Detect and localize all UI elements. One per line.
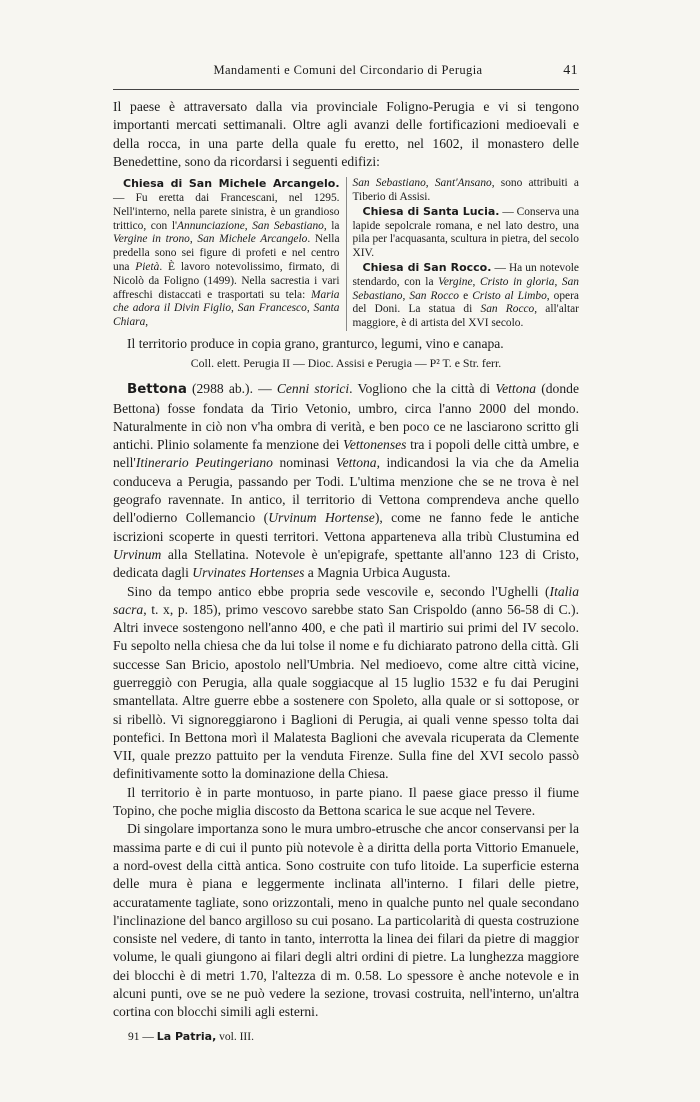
entry-santa-lucia: Chiesa di Santa Lucia. — Conserva una lapide sepolcrale romana, e nel lato destro, una pila per l'acquasanta, scultura in pietra, del secolo XIV. [352,204,579,260]
page-number: 41 [563,63,578,78]
header-rule [113,89,579,90]
heading-bettona: Bettona [127,382,187,398]
heading-san-michele: Chiesa di San Michele Arcangelo. [123,177,340,191]
work-title: La Patria, [156,1030,217,1043]
heading-santa-lucia: Chiesa di Santa Lucia. [362,204,500,218]
bettona-paragraph-2: Sino da tempo antico ebbe propria sede vescovile e, secondo l'Ughelli (Italia sacra, t. x, p. 185), primo vescovo sarebbe stato San Crispoldo (anno 56-58 di C.). Altri invece sostengono nell'anno 400, e che patì il martirio sui primi del IV secolo. Fu sepolto nella chiesa che da lui tolse il nome e fu dichiarato patrono della città. Gli successe San Bricio, apostolo nell'Umbria. Nel medioevo, come altre città vicine, guerreggiò con Perugia, alla quale soggiacque al 15 luglio 1532 e fu dai Perugini smantellata. Altre guerre ebbe a sostenere con Spoleto, alla quale or si sottopose, or si ribellò. Vi signoreggiarono i Baglioni di Perugia, ai quali venne spesso tolta dai pontefici. In Bettona morì il Malatesta Baglioni che avevala ricuperata da Clemente VII, quale prezzo pattuito per la venduta Firenze. Sulla fine del XVI secolo passò definitivamente sotto la dominazione della Chiesa. [113,583,579,782]
main-text [113,98,579,1022]
bettona-paragraph-3: Il territorio è in parte montuoso, in parte piano. Il paese giace presso il fiume Topino, che poche miglia discosto da Bettona scarica le sue acque nel Tevere. [113,784,579,819]
two-column-section [113,177,579,331]
entry-san-michele: Chiesa di San Michele Arcangelo. — Fu eretta dai Francescani, nel 1295. Nell'interno, nella parete sinistra, è un grandioso trittico, con l'Annunciazione, San Sebastiano, la Vergine in trono, San Michele Arcangelo. Nella predella sono sei figure di profeti e nel centro una Pietà. È lavoro notevolissimo, firmato, di Nicolò da Foligno (1499). Nella sacrestia i vari affreschi distaccati e trasportati su tela: Maria che adora il Divin Figlio, San Francesco, Santa Chiara, [113,177,340,329]
left-column [113,177,347,331]
collegio-line: Coll. elett. Perugia II — Dioc. Assisi e Perugia — P² T. e Str. ferr. [190,356,502,371]
running-title: Mandamenti e Comuni del Circondario di Perugia [213,63,483,77]
heading-san-rocco: Chiesa di San Rocco. [362,260,492,274]
right-column [347,177,580,331]
bettona-paragraph-4: Di singolare importanza sono le mura umbro-etrusche che ancor conservansi per la massima parte e di cui il punto più notevole è a diritta della porta Vittorio Emanuele, a nord-ovest della città antica. Sono costruite con tufo litoide. La superficie esterna delle mura è piana e leggermente inclinata all'interno. I filari delle pietre, accuratamente tagliate, sono orizzontali, meno in qualche punto nel quale secondano l'inclinazione del banco argilloso su cui posano. La particolarità di questa costruzione consiste nel vedere, di tanto in tanto, interrotta la linea dei filari da pietre di maggior volume, le quali giungono ai filari degli altri ordini di pietre. La lunghezza maggiore dei blocchi è di metri 1.70, l'altezza di m. 0.58. Lo spessore è anche notevole e in alcuni punti, ove se ne può vedere la sezione, trovasi costruita, nell'interno, un'altra cortina con blocchi simili agli esterni. [113,821,579,1020]
running-header [118,63,578,78]
footer-signature: 91 — La Patria, vol. III. [128,1030,254,1043]
bettona-paragraph-1: Bettona (2988 ab.). — Cenni storici. Vogliono che la città di Vettona (donde Bettona) fosse fondata da Tirio Vetonio, umbro, circa l'anno 2000 del mondo. Naturalmente in ciò non v'ha ombra di verità, e ben poco ce ne lasciarono scritto gli antichi. Plinio solamente fa menzione dei Vettonenses tra i popoli delle città umbre, e nell'Itinerario Peutingeriano nominasi Vettona, indicandosi la via che da Amelia conduceva a Perugia, passando per Todi. L'ultima menzione che se ne trova è nel geografo ravennate. In antico, il territorio di Vettona comprendeva anche quello dell'odierno Collemancio (Urvinum Hortense), come ne fanno fede le antiche iscrizioni scoperte in questi territori. Vettona apparteneva alla tribù Clustumina ed Urvinum alla Stellatina. Notevole è un'epigrafe, spettante all'anno 123 di Cristo, dedicata dagli Urvinates Hortenses a Magnia Urbica Augusta. [113,381,580,581]
production-line: Il territorio produce in copia grano, granturco, legumi, vino e canapa. [127,335,504,351]
entry-san-rocco: Chiesa di San Rocco. — Ha un notevole stendardo, con la Vergine, Cristo in gloria, San Sebastiano, San Rocco e Cristo al Limbo, opera del Doni. La statua di San Rocco, all'altar maggiore, è di artista del XVI secolo. [352,260,579,330]
entry-san-michele-continued: San Sebastiano, Sant'Ansano, sono attribuiti a Tiberio di Assisi. [352,177,579,203]
intro-paragraph: Il paese è attraversato dalla via provinciale Foligno-Perugia e vi si tengono importanti mercati settimanali. Oltre agli avanzi delle fortificazioni medioevali e della rocca, in una parte della quale fu eretto, nel 1602, il monastero delle Benedettine, sono da ricordarsi i seguenti edifizi: [113,99,579,169]
